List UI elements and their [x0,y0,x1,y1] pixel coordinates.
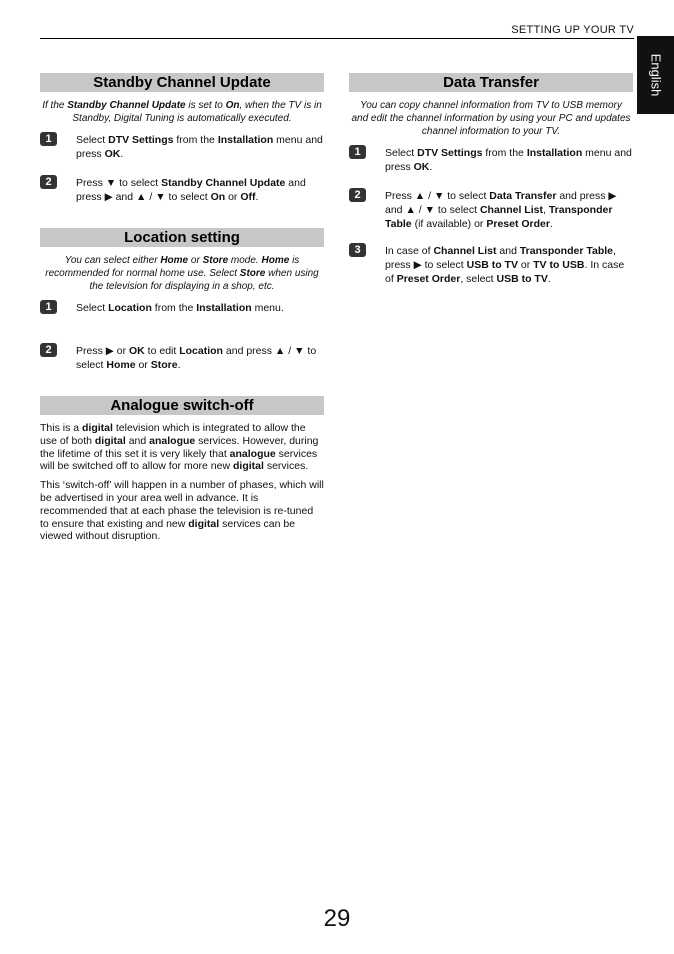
step-3 [349,244,633,286]
up-arrow-icon: ▲ [136,191,147,203]
down-arrow-icon: ▼ [294,345,305,357]
section-intro: If the Standby Channel Update is set to On, when the TV is in Standby, Digital Tuning is automatically executed. [42,100,322,124]
left-column [40,73,324,565]
up-arrow-icon: ▲ [405,204,416,216]
up-arrow-icon: ▲ [414,190,426,202]
language-tab-label: English [648,53,663,97]
step-text: In case of Channel List and Transponder Table, press ▶ to select USB to TV or TV to USB. In case of Preset Order, select USB to TV. [385,245,625,285]
step-text: Press ▶ or OK to edit Location and press ▲ / ▼ to select Home or Store. [76,345,317,371]
step-text: Press ▲ / ▼ to select Data Transfer and press ▶ and ▲ / ▼ to select Channel List, Transponder Table (if available) or Preset Order. [385,190,617,230]
step-number-badge: 2 [40,343,57,357]
step-number-badge: 2 [349,188,366,202]
step-number-badge: 1 [40,300,57,314]
step-text: Select DTV Settings from the Installation menu and press OK. [76,134,323,160]
step-2 [349,189,633,231]
body-paragraph: This is a digital television which is integrated to allow the use of both digital and analogue services. However, during the lifetime of this set it is very likely that analogue services will be switched off to allow for more new digital services. [40,422,319,473]
header-rule [40,38,634,39]
down-arrow-icon: ▼ [155,191,166,203]
section-location-setting [40,228,324,374]
step-text: Press ▼ to select Standby Channel Update and press ▶ and ▲ / ▼ to select On or Off. [76,177,306,203]
section-intro: You can copy channel information from TV to USB memory and edit the channel information by using your PC and updates channel information to your TV. [351,100,631,137]
section-standby-channel-update [40,73,324,206]
section-title: Standby Channel Update [40,73,324,92]
right-column [349,73,633,308]
page-number: 29 [323,905,351,932]
section-title: Data Transfer [349,73,633,92]
step-number-badge: 2 [40,175,57,189]
step-number-badge: 1 [40,132,57,146]
right-arrow-icon: ▶ [104,191,113,203]
step-2 [40,344,324,374]
section-title: Analogue switch-off [40,396,324,415]
right-arrow-icon: ▶ [413,259,422,271]
down-arrow-icon: ▼ [433,190,445,202]
step-2 [40,176,324,206]
step-1 [349,146,633,176]
up-arrow-icon: ▲ [274,345,286,357]
step-text: Select Location from the Installation menu. [76,302,284,314]
right-arrow-icon: ▶ [105,345,114,357]
section-data-transfer [349,73,633,286]
body-paragraph: This ‘switch-off’ will happen in a number of phases, which will be advertised in your area well in advance. It is recommended that at each phase the television is re-tuned to ensure that existing and new digital services can be viewed without disruption. [40,479,324,543]
section-analogue-switch-off [40,396,324,543]
step-text: Select DTV Settings from the Installation menu and press OK. [385,147,632,173]
section-intro: You can select either Home or Store mode. Home is recommended for normal home use. Select Store when using the television for displaying in a shop, etc. [45,255,319,292]
step-1 [40,301,324,331]
language-tab [637,36,674,114]
right-arrow-icon: ▶ [608,190,617,202]
down-arrow-icon: ▼ [424,204,436,216]
step-number-badge: 1 [349,145,366,159]
step-1 [40,133,324,163]
down-arrow-icon: ▼ [105,177,117,189]
running-header: SETTING UP YOUR TV [511,24,634,36]
step-number-badge: 3 [349,243,366,257]
section-title: Location setting [40,228,324,247]
